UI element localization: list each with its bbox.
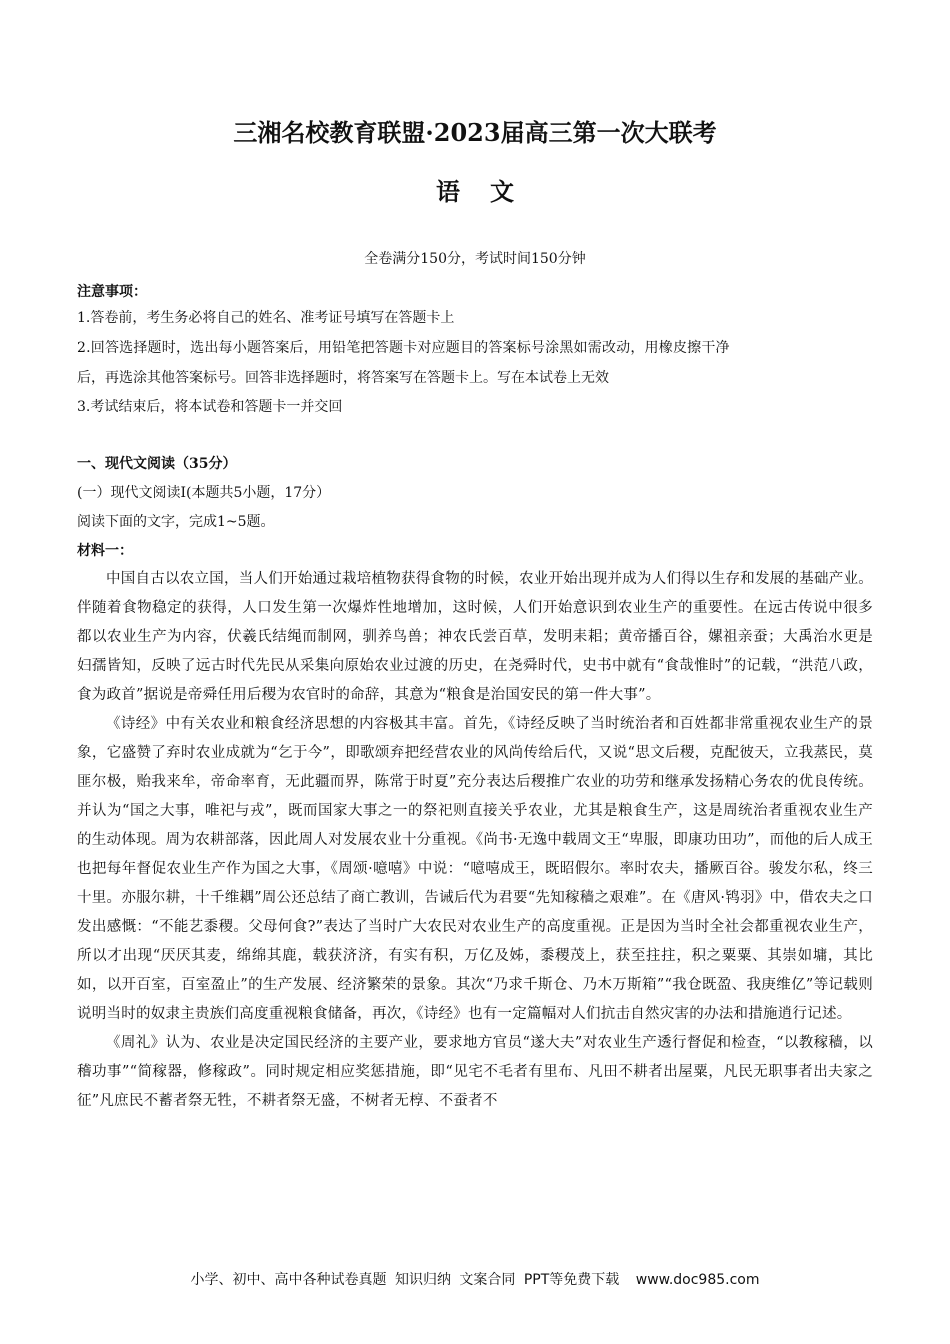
notice-item-3: 3.考试结束后，将本试卷和答题卡一并交回	[77, 399, 343, 415]
section-heading: 一、现代文阅读（35分）	[77, 456, 237, 472]
page-footer	[0, 1269, 950, 1289]
notice-heading: 注意事项：	[77, 284, 147, 300]
footer-link[interactable]: www.doc985.com	[635, 1272, 760, 1288]
notice-item-2-line-2: 后，再选涂其他答案标号。回答非选择题时，将答案写在答题卡上。写在本试卷上无效	[77, 370, 609, 386]
passage-paragraph: 《周礼》认为、农业是决定国民经济的主要产业，要求地方官员“遂大夫”对农业生产透行督促和检查，“以教稼穑，以稽功事”“简稼器，修稼政”。同时规定相应奖惩措施，即“见宅不毛者有里布、凡田不耕者出屋粟，凡民无职事者出夫家之征”凡庶民不蓄者祭无牲，不耕者祭无盛，不树者无椁、不蚕者不	[77, 1035, 873, 1109]
notice-item-2-line-1: 2.回答选择题时，选出每小题答案后，用铅笔把答题卡对应题目的答案标号涂黑如需改动，用橡皮擦干净	[77, 340, 730, 356]
notice-item-1: 1.答卷前，考生务必将自己的姓名、准考证号填写在答题卡上	[77, 310, 455, 326]
material-label: 材料一：	[77, 543, 133, 559]
passage-paragraph: 《诗经》中有关农业和粮食经济思想的内容极其丰富。首先，《诗经反映了当时统治者和百姓都非常重视农业生产的景象，它盛赞了弃时农业成就为“乞于今”，即歌颂弃把经营农业的风尚传给后代，又说“思文后稷，克配彼天，立我蒸民，莫匪尔极，贻我来牟，帝命率育，无此疆而界，陈常于时夏”充分表达后稷推广农业的功劳和继承发扬精心务农的优良传统。并认为“国之大事，唯祀与戎”，既而国家大事之一的祭祀则直接关乎农业，尤其是粮食生产，这是周统治者重视农业生产的生动体现。周为农耕部落，因此周人对发展农业十分重视。《尚书·无逸中载周文王“卑服，即康功田功”，而他的后人成王也把每年督促农业生产作为国之大事，《周颂·噫嘻》中说：“噫嘻成王，既昭假尔。率时农夫，播厥百谷。骏发尔私，终三十里。亦服尔耕，十千维耦”周公还总结了商亡教训，告诫后代为君要“先知稼穑之艰难”。在《唐风·鸨羽》中，借农夫之口发出感慨：“不能艺黍稷。父母何食?”表达了当时广大农民对农业生产的高度重视。正是因为当时全社会都重视农业生产，所以才出现“厌厌其麦，绵绵其鹿，载获济济，有实有积，万亿及姊，黍稷茂上，获至拄拄，积之粟粟、其崇如墉，其比如，以开百室，百室盈止”的生产发展、经济繁荣的景象。其次“乃求千斯仓、乃木万斯箱”“我仓既盈、我庚维亿”等记载则说明当时的奴隶主贵族们高度重视粮食储备，再次，《诗经》也有一定篇幅对人们抗击自然灾害的办法和措施逍行记述。	[77, 716, 873, 1022]
subsection-heading: (一）现代文阅读I(本题共5小题，17分）	[77, 485, 331, 501]
passage-paragraph: 中国自古以农立国，当人们开始通过栽培植物获得食物的时候，农业开始出现并成为人们得以生存和发展的基础产业。伴随着食物稳定的获得，人口发生第一次爆炸性地增加，这时候，人们开始意识到农业生产的重要性。在远古传说中很多都以农业生产为内容，伏羲氏结绳而制网，驯养鸟兽；神农氏尝百草，发明耒耜；黄帝播百谷，嫘祖亲蚕；大禹治水更是妇孺皆知，反映了远古时代先民从采集向原始农业过渡的历史，在尧舜时代，史书中就有“食哉惟时”的记载，“洪范八政，食为政首”据说是帝舜任用后稷为农官时的命辞，其意为“粮食是治国安民的第一件大事”。	[77, 571, 873, 703]
reading-instruction: 阅读下面的文字，完成1~5题。	[77, 514, 275, 530]
footer-text: 小学、初中、高中各种试卷真题 知识归纳 文案合同 PPT等免费下载	[190, 1272, 620, 1288]
passage-body	[77, 565, 873, 1116]
exam-title: 三湘名校教育联盟·2023届高三第一次大联考	[233, 118, 717, 147]
subject-title: 语文	[436, 177, 544, 206]
score-time-line: 全卷满分150分，考试时间150分钟	[364, 251, 586, 267]
